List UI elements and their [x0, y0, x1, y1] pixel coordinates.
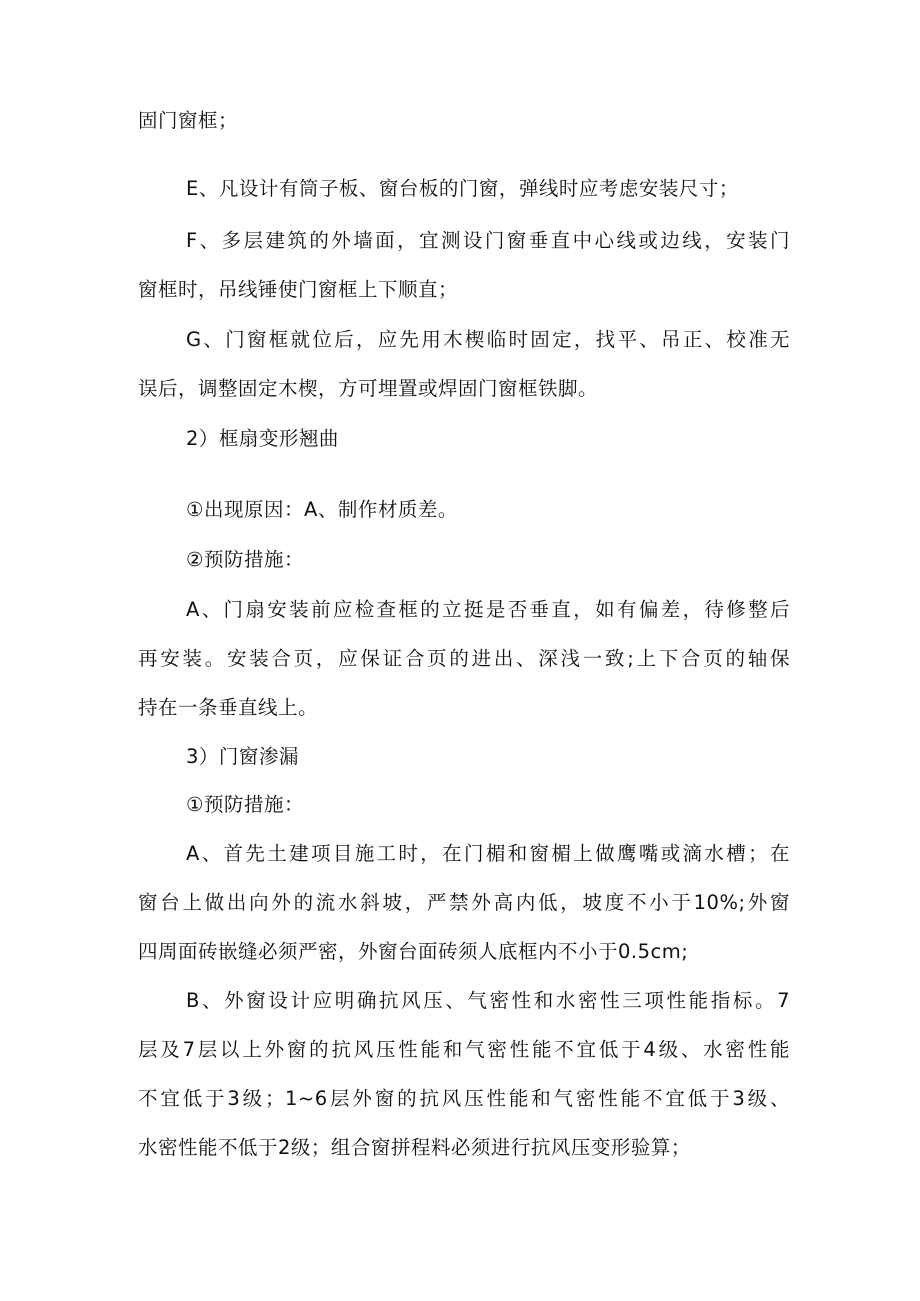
text-line: F、多层建筑的外墙面，宜测设门窗垂直中心线或边线，安装门	[186, 229, 790, 252]
paragraph-item-a-leak	[138, 829, 790, 976]
text-line: 窗台上做出向外的流水斜坡，严禁外高内低，坡度不小于10%;外窗	[138, 891, 790, 914]
text-line: G、门窗框就位后，应先用木楔临时固定，找平、吊正、校准无	[186, 328, 790, 351]
text-line: 窗框时，吊线锤使门窗框上下顺直；	[138, 278, 459, 301]
text-line: 水密性能不低于2级；组合窗拼程料必须进行抗风压变形验算；	[138, 1136, 691, 1159]
section-heading-2	[138, 414, 790, 463]
paragraph-item-b-leak	[138, 976, 790, 1172]
text-line: 持在一条垂直线上。	[138, 696, 319, 719]
paragraph-item-a-frame	[138, 585, 790, 732]
text-line: A、首先土建项目施工时，在门楣和窗楣上做鹰嘴或滴水槽；在	[186, 842, 790, 865]
paragraph-item-g	[138, 315, 790, 413]
text-line: ①出现原因：A、制作材质差。	[186, 498, 458, 521]
section-heading-3	[138, 732, 790, 781]
text-line: A、门扇安装前应检查框的立挺是否垂直，如有偏差，待修整后	[186, 598, 790, 621]
paragraph-item-e	[138, 164, 790, 213]
paragraph-continuation	[138, 96, 790, 145]
text-line: B、外窗设计应明确抗风压、气密性和水密性三项性能指标。7	[186, 989, 790, 1012]
text-line: 3）门窗渗漏	[186, 745, 299, 768]
paragraph-prevention-heading-2	[138, 780, 790, 829]
text-line: ①预防措施：	[186, 793, 304, 816]
text-line: 误后，调整固定木楔，方可埋置或焊固门窗框铁脚。	[138, 377, 599, 400]
paragraph-item-f	[138, 216, 790, 314]
paragraph-cause	[138, 485, 790, 534]
text-line: 四周面砖嵌缝必须严密，外窗台面砖须人底框内不小于0.5cm;	[138, 940, 689, 963]
text-line: 2）框扇变形翘曲	[186, 427, 339, 450]
paragraph-prevention-heading	[138, 535, 790, 584]
text-line: 再安装。安装合页，应保证合页的进出、深浅一致;上下合页的轴保	[138, 647, 790, 670]
text-line: 层及7层以上外窗的抗风压性能和气密性能不宜低于4级、水密性能	[138, 1038, 790, 1061]
text-line: E、凡设计有筒子板、窗台板的门窗，弹线时应考虑安装尺寸；	[186, 177, 739, 200]
text-line: ②预防措施：	[186, 548, 304, 571]
text-line: 固门窗框；	[138, 109, 239, 132]
text-line: 不宜低于3级；1~6层外窗的抗风压性能和气密性能不宜低于3级、	[138, 1087, 790, 1110]
